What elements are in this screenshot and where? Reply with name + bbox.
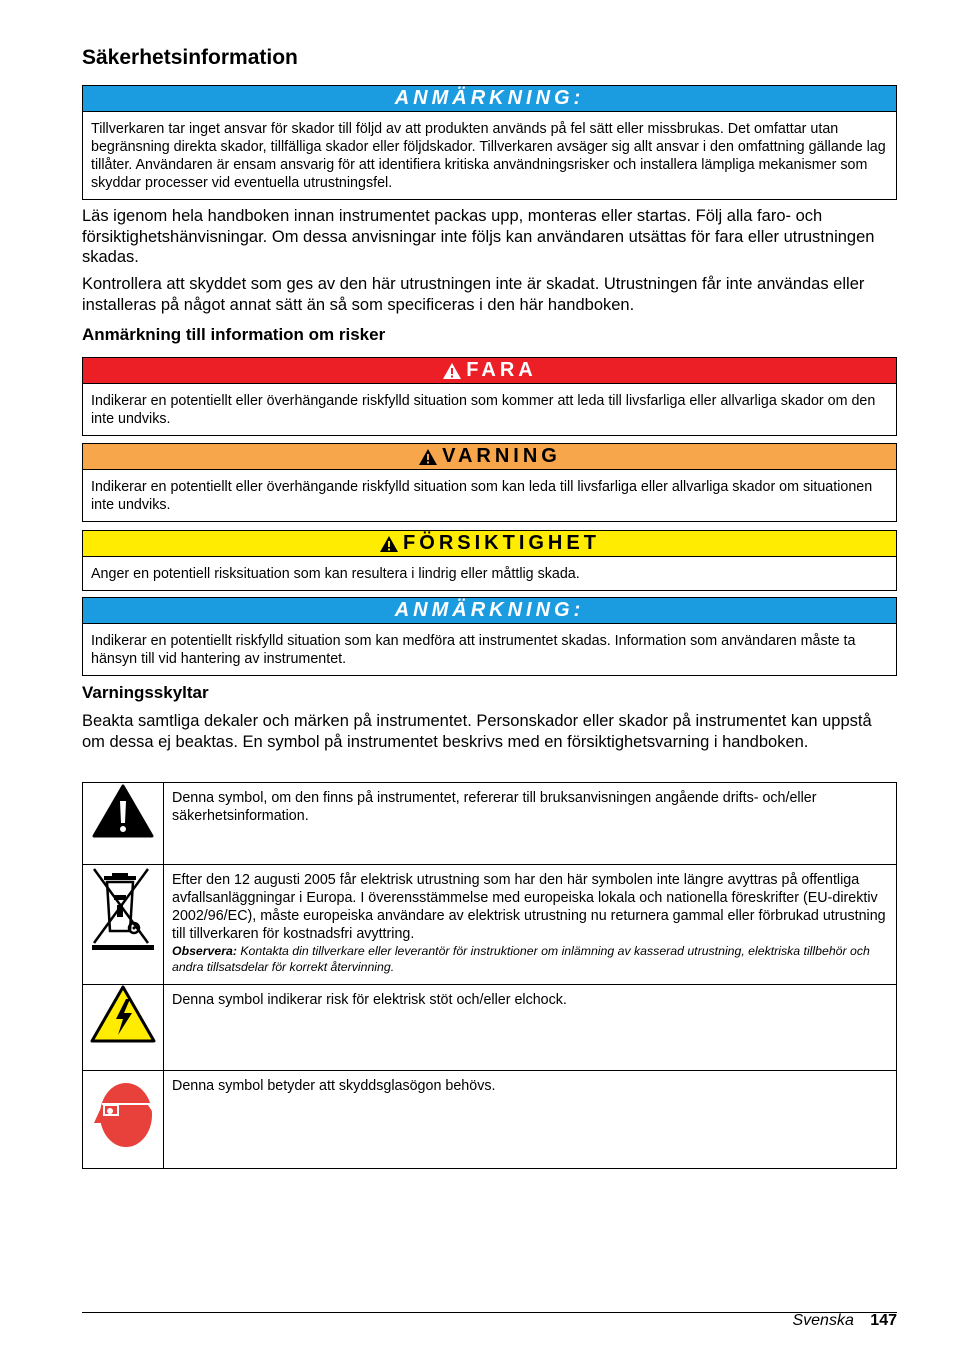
symbol-description: Denna symbol betyder att skyddsglasögon behövs. <box>164 1071 897 1169</box>
table-row <box>83 1071 897 1169</box>
page-number: 147 <box>870 1312 897 1329</box>
signs-paragraph: Beakta samtliga dekaler och märken på instrumentet. Personskador eller skador på instrumentet kan uppstå om dessa ej beaktas. En symbol på instrumentet beskrivs med en försiktighetsvarning i handboken. <box>82 712 872 751</box>
table-row <box>83 865 897 985</box>
footer-language: Svenska <box>792 1312 854 1329</box>
forsiktighet-text: Anger en potentiell risksituation som kan resultera i lindrig eller måttlig skada. <box>91 566 580 582</box>
electric-shock-icon <box>90 985 156 1043</box>
warning-triangle-icon <box>91 783 155 839</box>
warning-triangle-icon <box>442 362 462 380</box>
fara-header <box>83 358 896 384</box>
symbol-description: Denna symbol indikerar risk för elektrisk stöt och/eller elchock. <box>164 985 897 1071</box>
weee-text: Efter den 12 augusti 2005 får elektrisk utrustning som har den här symbolen inte längre avyttras på offentliga avfallsanläggningar i Europa. I överensstämmelse med europeiska lokala och nationella föreskrifter (EU-direktiv 2002/96/EC), måste europeiska användare av elektrisk utrustning nu returnera gammal eller förbrukad utrustning till tillverkaren för kostnadsfri avyttring. <box>172 872 886 942</box>
observe-note <box>172 943 888 975</box>
note-text-1: Tillverkaren tar inget ansvar för skador till följd av att produkten används på fel sätt eller missbrukas. Det omfattar utan begränsning direkta skador, tillfälliga skador eller följdskador. Tillverkaren avsäger sig allt ansvar i den omfattning gällande lag tillåter. Användaren är ensam ansvarig för att identifiera kritiska användningsrisker och installera lämpliga mekanismer som skyddar processer vid eventuella utrustningsfel. <box>91 121 886 191</box>
symbol-cell <box>83 985 164 1071</box>
intro-paragraph-1: Läs igenom hela handboken innan instrumentet packas upp, monteras eller startas. Följ alla faro- och försiktighetshänvisningar. Om dessa anvisningar inte följs kan användaren utsättas för fara eller utrustningen skadas. <box>82 207 875 266</box>
warning-triangle-icon <box>379 535 399 553</box>
varning-label: VARNING <box>442 445 561 467</box>
forsiktighet-label: FÖRSIKTIGHET <box>403 532 600 554</box>
fara-box <box>82 357 897 436</box>
observe-label: Observera: <box>172 944 237 958</box>
table-row <box>83 985 897 1071</box>
footer-divider <box>82 1312 897 1313</box>
safety-glasses-icon <box>90 1071 156 1151</box>
footer <box>792 1312 897 1330</box>
note-text-2: Indikerar en potentiellt riskfylld situation som kan medföra att instrumentet skadas. Information som användaren måste ta hänsyn till vid hantering av instrumentet. <box>91 633 856 667</box>
weee-crossed-bin-icon <box>90 865 156 951</box>
varning-box <box>82 443 897 522</box>
note-box-1 <box>82 85 897 200</box>
fara-text: Indikerar en potentiellt eller överhängande riskfylld situation som kommer att leda till livsfarliga eller allvarliga skador om den inte undviks. <box>91 393 876 427</box>
note-box-2 <box>82 597 897 676</box>
warning-triangle-icon <box>418 448 438 466</box>
symbol-cell <box>83 1071 164 1169</box>
table-row <box>83 783 897 865</box>
symbols-table <box>82 782 897 1169</box>
forsiktighet-box <box>82 530 897 591</box>
varning-text: Indikerar en potentiellt eller överhängande riskfylld situation som kan leda till livsfarliga eller allvarliga skador om situationen inte undviks. <box>91 479 873 513</box>
observe-text: Kontakta din tillverkare eller leverantör för instruktioner om inlämning av kasserad utrustning, elektriska tillbehör och andra tillsatsdelar för korrekt återvinning. <box>172 944 870 974</box>
intro-paragraph-2: Kontrollera att skyddet som ges av den här utrustningen inte är skadat. Utrustningen får inte användas eller installeras på något annat sätt än så som specificeras i den här handboken. <box>82 275 865 314</box>
symbol-description <box>164 865 897 985</box>
symbol-cell <box>83 865 164 985</box>
symbol-description: Denna symbol, om den finns på instrumentet, refererar till bruksanvisningen angående drifts- och/eller säkerhetsinformation. <box>164 783 897 865</box>
note-header-2: ANMÄRKNING: <box>83 598 896 624</box>
page-title: Säkerhetsinformation <box>82 46 298 69</box>
varning-header <box>83 444 896 470</box>
heading-warning-signs: Varningsskyltar <box>82 683 209 702</box>
note-header-1: ANMÄRKNING: <box>83 86 896 112</box>
forsiktighet-header <box>83 531 896 557</box>
heading-risk-information: Anmärkning till information om risker <box>82 325 386 344</box>
symbol-cell <box>83 783 164 865</box>
fara-label: FARA <box>466 359 537 381</box>
